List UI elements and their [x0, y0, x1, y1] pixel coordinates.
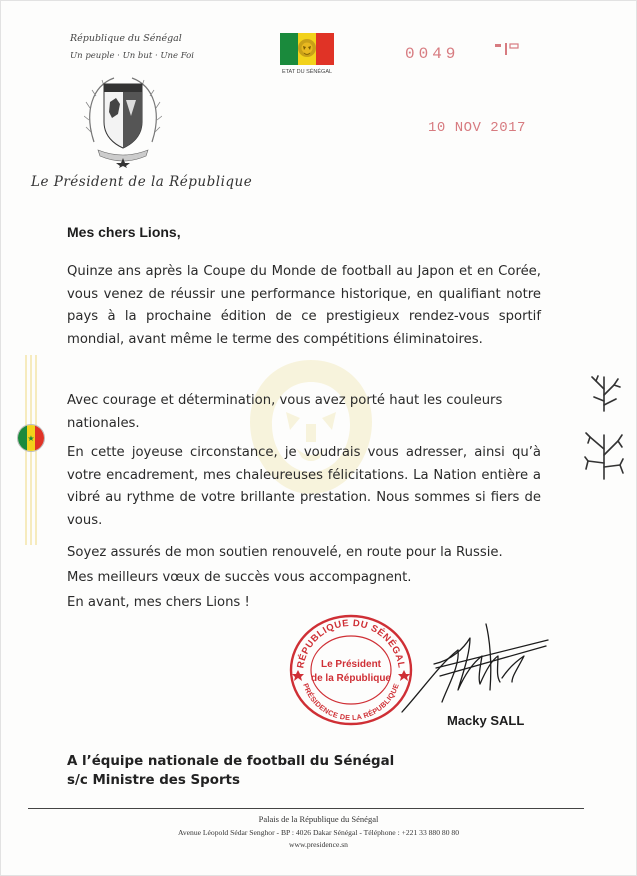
addressee-block — [67, 752, 394, 790]
footer-divider — [28, 808, 584, 809]
senegal-flag-badge-icon: ★ — [17, 424, 45, 452]
letter-paragraph-5: Mes meilleurs vœux de succès vous accompagnent. — [67, 570, 412, 585]
coat-of-arms-icon — [84, 72, 162, 168]
republic-name: République du Sénégal — [70, 33, 182, 44]
letter-paragraph-2: Avec courage et détermination, vous avez porté haut les couleurs nationales. — [67, 393, 503, 431]
presidential-seal-stamp — [287, 612, 415, 728]
seal-outer-top-text: RÉPUBLIQUE DU SÉNÉGAL — [295, 617, 407, 670]
letter-paragraph-6: En avant, mes chers Lions ! — [67, 595, 250, 610]
handwritten-signature — [400, 620, 550, 716]
seal-outer-bottom-text: PRÉSIDENCE DE LA RÉPUBLIQUE — [301, 682, 401, 723]
addressee-line-1: A l’équipe nationale de football du Sénégal — [67, 754, 395, 769]
seal-center-line-2: de la République — [310, 673, 392, 684]
national-motto: Un peuple · Un but · Une Foi — [70, 51, 194, 61]
footer-website-link[interactable]: www.presidence.sn — [289, 840, 348, 849]
footer-address-title: Palais de la République du Sénégal — [258, 814, 379, 824]
president-title: Le Président de la République — [31, 174, 253, 190]
registration-stamp-mark — [493, 42, 521, 58]
lion-flag-icon — [280, 33, 334, 65]
salutation: Mes chers Lions, — [67, 224, 181, 240]
letter-paragraph-4: Soyez assurés de mon soutien renouvelé, en route pour la Russie. — [67, 545, 503, 560]
signer-name: Macky SALL — [447, 713, 525, 728]
registration-date: 10 NOV 2017 — [428, 120, 526, 136]
letter-paragraph-1: Quinze ans après la Coupe du Monde de football au Japon et en Corée, vous venez de réussir une performance historique, en qualifiant notre pays à la prochaine édition de ce prestigieux rendez-vous sportif mondial, avant même le terme des compétitions éliminatoires. — [67, 264, 541, 347]
state-label: ETAT DU SÉNÉGAL — [281, 69, 333, 75]
baobab-tree-icon — [584, 375, 624, 485]
footer-address-detail: Avenue Léopold Sédar Senghor - BP : 4026 Dakar Sénégal - Téléphone : +221 33 880 80 80 — [177, 828, 460, 837]
svg-text:PRÉSIDENCE DE LA RÉPUBLIQUE — [301, 682, 401, 722]
seal-center-line-1: Le Président — [320, 659, 382, 670]
letter-paragraph-3: En cette joyeuse circonstance, je voudrais vous adresser, ainsi qu’à votre encadrement, mes chaleureuses félicitations. La Nation entière a vibré au rythme de votre brillante prestation. Nous sommes si fiers de vous. — [67, 445, 541, 528]
registration-number: 0049 — [405, 45, 460, 63]
addressee-line-2: s/c Ministre des Sports — [67, 773, 240, 788]
